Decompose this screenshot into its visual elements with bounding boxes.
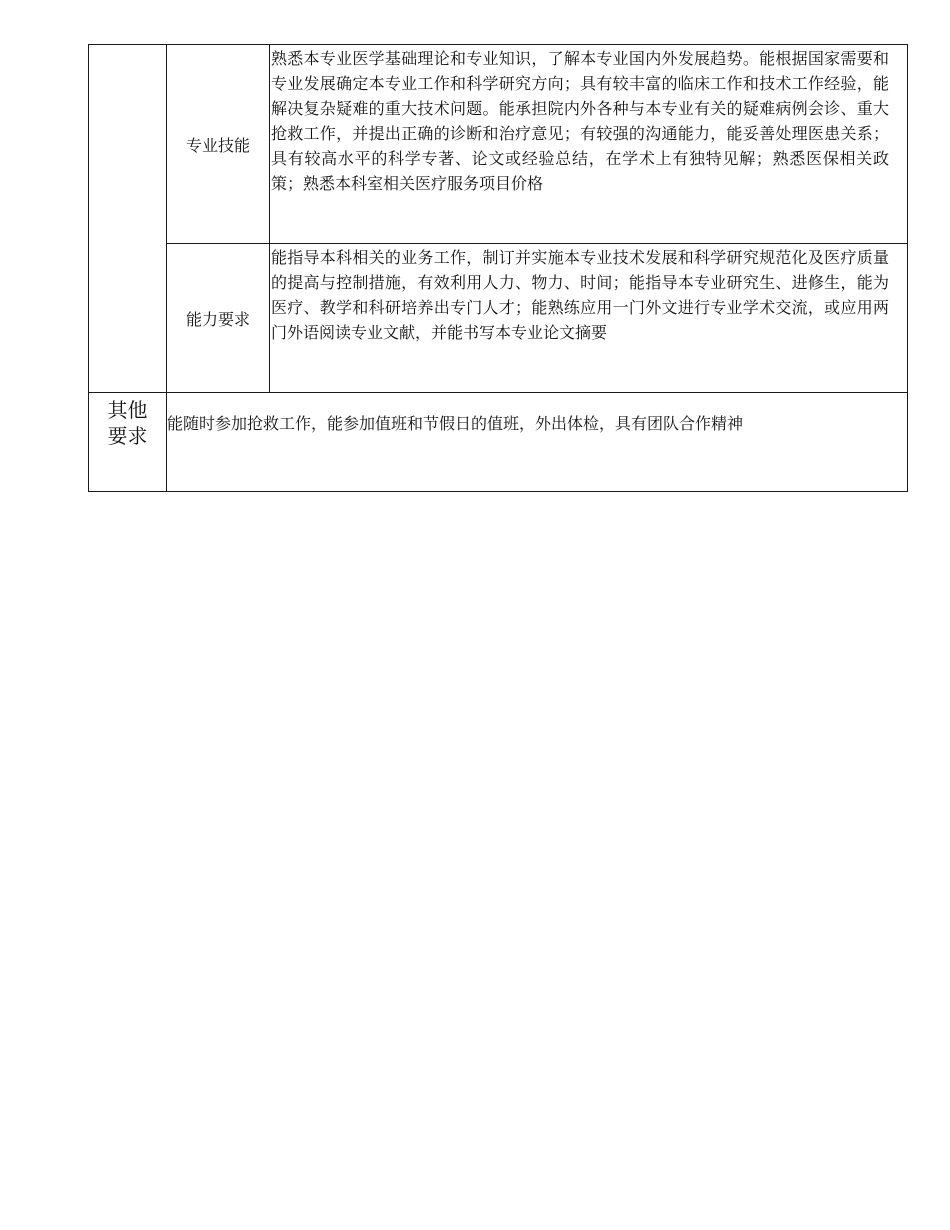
text-other-requirements: 能随时参加抢救工作，能参加值班和节假日的值班，外出体检，具有团队合作精神 (167, 393, 908, 492)
table-row-other-requirements (89, 393, 908, 492)
label-other-line1: 其他 (107, 398, 148, 422)
category-cell-empty (89, 45, 167, 393)
text-ability-requirements: 能指导本科相关的业务工作，制订并实施本专业技术发展和科学研究规范化及医疗质量的提高与控制措施，有效利用人力、物力、时间；能指导本专业研究生、进修生，能为医疗、教学和科研培养出专门人才；能熟练应用一门外文进行专业学术交流，或应用两门外语阅读专业文献，并能书写本专业论文摘要 (270, 244, 908, 393)
label-other-requirements (89, 393, 167, 492)
label-ability-requirements: 能力要求 (167, 244, 270, 393)
table-row-professional-skills (89, 45, 908, 244)
label-other-line2: 要求 (107, 424, 148, 448)
requirements-table (88, 44, 908, 492)
text-professional-skills: 熟悉本专业医学基础理论和专业知识，了解本专业国内外发展趋势。能根据国家需要和专业发展确定本专业工作和科学研究方向；具有较丰富的临床工作和技术工作经验，能解决复杂疑难的重大技术问题。能承担院内外各种与本专业有关的疑难病例会诊、重大抢救工作，并提出正确的诊断和治疗意见；有较强的沟通能力，能妥善处理医患关系；具有较高水平的科学专著、论文或经验总结，在学术上有独特见解；熟悉医保相关政策；熟悉本科室相关医疗服务项目价格 (270, 45, 908, 244)
table-row-ability-requirements (89, 244, 908, 393)
label-professional-skills: 专业技能 (167, 45, 270, 244)
